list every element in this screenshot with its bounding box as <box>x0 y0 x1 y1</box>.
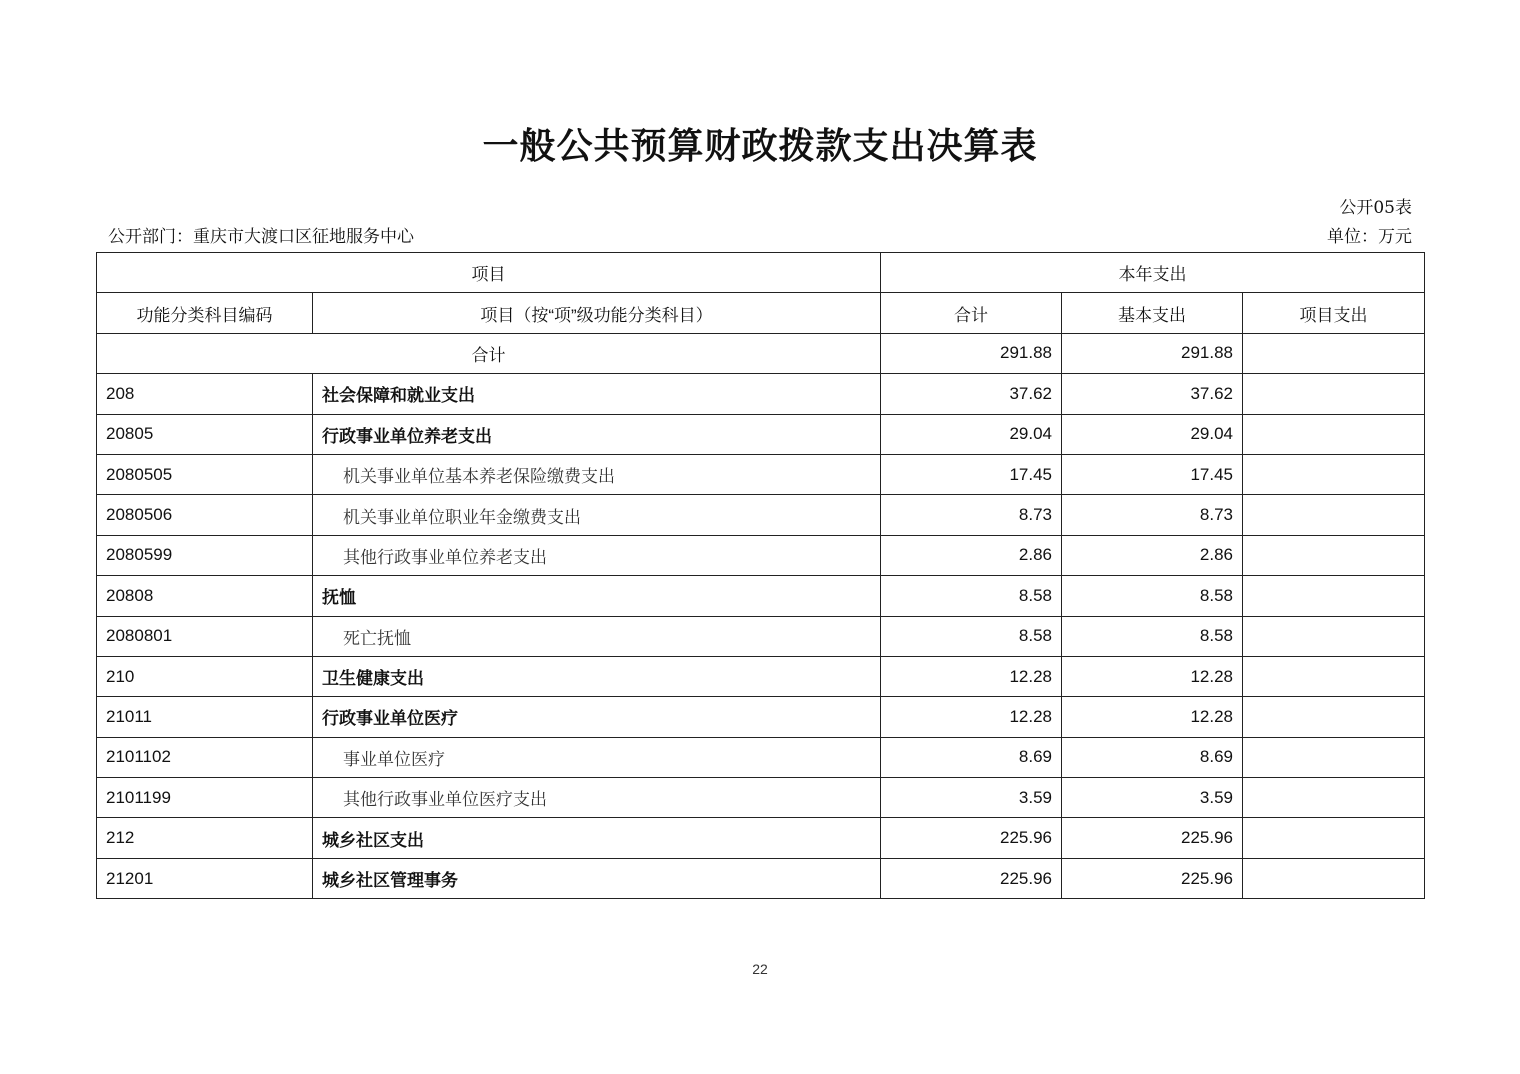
row-code: 20805 <box>97 414 313 454</box>
row-code: 2101199 <box>97 778 313 818</box>
header-total: 合计 <box>881 293 1062 333</box>
row-basic: 8.58 <box>1062 616 1243 656</box>
table-row <box>97 414 1425 454</box>
table-row <box>97 535 1425 575</box>
row-total: 2.86 <box>881 535 1062 575</box>
row-name: 其他行政事业单位医疗支出 <box>313 778 881 818</box>
row-basic: 12.28 <box>1062 697 1243 737</box>
budget-table <box>96 252 1425 899</box>
row-total: 8.69 <box>881 737 1062 777</box>
table-row <box>97 616 1425 656</box>
total-total: 291.88 <box>881 333 1062 373</box>
table-row <box>97 495 1425 535</box>
header-project-exp: 项目支出 <box>1243 293 1425 333</box>
total-label: 合计 <box>97 333 881 373</box>
row-project-exp <box>1243 454 1425 494</box>
row-code: 2101102 <box>97 737 313 777</box>
row-code: 2080599 <box>97 535 313 575</box>
header-this-year: 本年支出 <box>881 253 1425 293</box>
total-basic: 291.88 <box>1062 333 1243 373</box>
row-total: 37.62 <box>881 374 1062 414</box>
page-title: 一般公共预算财政拨款支出决算表 <box>482 126 1038 167</box>
row-code: 21201 <box>97 858 313 898</box>
row-basic: 17.45 <box>1062 454 1243 494</box>
department-label: 公开部门：重庆市大渡口区征地服务中心 <box>108 227 414 247</box>
row-project-exp <box>1243 616 1425 656</box>
row-total: 12.28 <box>881 697 1062 737</box>
row-total: 225.96 <box>881 858 1062 898</box>
row-project-exp <box>1243 858 1425 898</box>
header-row-sub <box>97 293 1425 333</box>
row-name: 城乡社区管理事务 <box>313 858 881 898</box>
row-project-exp <box>1243 656 1425 696</box>
row-project-exp <box>1243 576 1425 616</box>
row-total: 12.28 <box>881 656 1062 696</box>
row-basic: 225.96 <box>1062 858 1243 898</box>
row-basic: 8.69 <box>1062 737 1243 777</box>
row-project-exp <box>1243 818 1425 858</box>
row-basic: 2.86 <box>1062 535 1243 575</box>
row-name: 社会保障和就业支出 <box>313 374 881 414</box>
total-project-exp <box>1243 333 1425 373</box>
row-code: 2080505 <box>97 454 313 494</box>
row-code: 21011 <box>97 697 313 737</box>
row-name: 死亡抚恤 <box>313 616 881 656</box>
row-total: 8.73 <box>881 495 1062 535</box>
header-item: 项目（按“项”级功能分类科目） <box>313 293 881 333</box>
row-name: 抚恤 <box>313 576 881 616</box>
row-name: 行政事业单位医疗 <box>313 697 881 737</box>
row-basic: 3.59 <box>1062 778 1243 818</box>
row-total: 225.96 <box>881 818 1062 858</box>
row-code: 20808 <box>97 576 313 616</box>
page-number: 22 <box>752 961 768 977</box>
row-basic: 29.04 <box>1062 414 1243 454</box>
row-project-exp <box>1243 778 1425 818</box>
row-name: 行政事业单位养老支出 <box>313 414 881 454</box>
row-project-exp <box>1243 495 1425 535</box>
total-row <box>97 333 1425 373</box>
header-basic: 基本支出 <box>1062 293 1243 333</box>
row-name: 卫生健康支出 <box>313 656 881 696</box>
table-row <box>97 858 1425 898</box>
table-row <box>97 697 1425 737</box>
row-project-exp <box>1243 737 1425 777</box>
row-total: 8.58 <box>881 576 1062 616</box>
header-row-top <box>97 253 1425 293</box>
row-project-exp <box>1243 414 1425 454</box>
table-row <box>97 778 1425 818</box>
table-row <box>97 374 1425 414</box>
row-total: 8.58 <box>881 616 1062 656</box>
row-name: 事业单位医疗 <box>313 737 881 777</box>
row-project-exp <box>1243 697 1425 737</box>
form-number: 公开05表 <box>1339 198 1412 218</box>
unit-label: 单位：万元 <box>1327 227 1412 247</box>
row-code: 210 <box>97 656 313 696</box>
row-total: 3.59 <box>881 778 1062 818</box>
row-basic: 225.96 <box>1062 818 1243 858</box>
table-row <box>97 737 1425 777</box>
row-name: 机关事业单位职业年金缴费支出 <box>313 495 881 535</box>
row-name: 城乡社区支出 <box>313 818 881 858</box>
row-code: 2080801 <box>97 616 313 656</box>
row-total: 17.45 <box>881 454 1062 494</box>
header-code: 功能分类科目编码 <box>97 293 313 333</box>
table-row <box>97 818 1425 858</box>
row-total: 29.04 <box>881 414 1062 454</box>
row-code: 208 <box>97 374 313 414</box>
row-basic: 12.28 <box>1062 656 1243 696</box>
table-row <box>97 454 1425 494</box>
row-basic: 8.58 <box>1062 576 1243 616</box>
row-code: 212 <box>97 818 313 858</box>
row-basic: 37.62 <box>1062 374 1243 414</box>
row-name: 其他行政事业单位养老支出 <box>313 535 881 575</box>
table-row <box>97 656 1425 696</box>
header-project: 项目 <box>97 253 881 293</box>
row-project-exp <box>1243 374 1425 414</box>
table-row <box>97 576 1425 616</box>
row-basic: 8.73 <box>1062 495 1243 535</box>
row-code: 2080506 <box>97 495 313 535</box>
row-name: 机关事业单位基本养老保险缴费支出 <box>313 454 881 494</box>
row-project-exp <box>1243 535 1425 575</box>
